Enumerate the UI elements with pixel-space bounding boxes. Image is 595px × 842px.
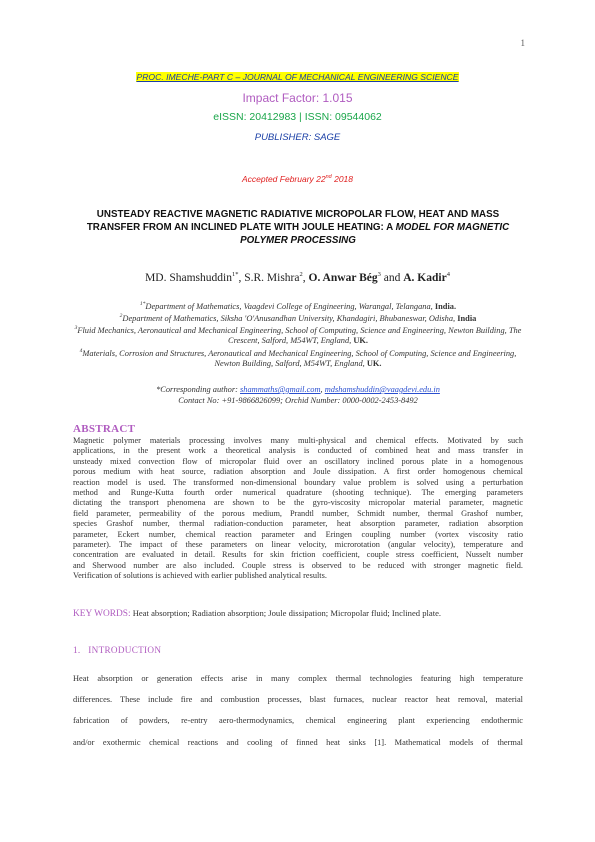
accepted-sup: nd xyxy=(325,174,332,181)
affiliation-sup: 1* xyxy=(139,301,146,307)
introduction-line: fabrication of powders, re-entry aero-thermodynamics, chemical engineering plant experiencing endothermic xyxy=(73,716,523,726)
title-plain: UNSTEADY REACTIVE MAGNETIC RADIATIVE MICROPOLAR FLOW, HEAT AND MASS TRANSFER FROM AN INCLINED PLATE WITH JOULE HEATING: A xyxy=(86,209,500,233)
abstract-line: field parameter, permeability of the porous medium, Prandtl number, Schmidt number, thermal Grashof number, xyxy=(73,508,523,518)
abstract-line: and Sherwood number are also included. Couple stress is observed to be reduced with stronger magnetic field. xyxy=(73,560,523,570)
title-italic: MODEL FOR MAGNETIC POLYMER PROCESSING xyxy=(240,222,510,246)
abstract-line: parameter). The impact of these parameters on linear velocity, microrotation (angular velocity), temperature and xyxy=(73,540,523,550)
abstract-line: applications, in the present work a theoretical analysis is conducted of combined heat and mass transfer in xyxy=(73,446,523,456)
affiliation-sup: 2 xyxy=(119,313,123,319)
affiliation-text: Fluid Mechanics, Aeronautical and Mechanical Engineering, School of Computing, Science and Engineering, Newton Building, The Crescent, Salford, M54WT, England, xyxy=(77,325,522,346)
abstract-line: Verification of solutions is achieved with earlier published analytical results. xyxy=(73,571,327,581)
keywords-text: Heat absorption; Radiation absorption; Joule dissipation; Micropolar fluid; Inclined plate. xyxy=(130,608,442,618)
author-separator: , xyxy=(238,271,245,284)
accepted-prefix: Accepted February 22 xyxy=(241,174,326,184)
corresponding-email-line xyxy=(68,385,528,396)
accepted-date xyxy=(0,174,595,184)
affiliation-country: UK. xyxy=(353,336,368,346)
journal-name xyxy=(0,72,595,82)
affiliation-sup: 4 xyxy=(79,348,83,354)
introduction-line: differences. These include fire and combustion processes, blast furnaces, nuclear reactor heat removal, material xyxy=(73,695,523,705)
abstract-line: dictating the transport phenomena are shown to be the gyro-viscosity micropolar material parameter, magnetic xyxy=(73,498,523,508)
keywords-label: KEY WORDS: xyxy=(73,609,131,619)
author-name: O. Anwar Bég xyxy=(308,271,378,284)
author-list xyxy=(0,271,595,284)
abstract-line: species Grashof number, thermal radiation-conduction parameter, heat absorption parameter, radiation absorption xyxy=(73,519,523,529)
affiliation-4 xyxy=(68,346,528,370)
affiliation-text: Department of Mathematics, Siksha 'O'Anusandhan University, Khandagiri, Bhubaneswar, Odisha, xyxy=(122,313,458,323)
page-number: 1 xyxy=(520,38,525,48)
author-separator: , xyxy=(302,271,309,284)
email-link-1[interactable]: shammaths@gmail.com xyxy=(240,385,321,394)
author-sup: 4 xyxy=(446,271,450,278)
email-separator: , xyxy=(320,385,325,394)
affiliation-country: India xyxy=(457,313,477,323)
affiliation-country: UK. xyxy=(366,359,382,369)
author-name: A. Kadir xyxy=(403,271,447,284)
contact-line: Contact No: +91-9866826099; Orchid Number: 0000-0002-2453-8492 xyxy=(178,395,418,405)
affiliation-text: Materials, Corrosion and Structures, Aeronautical and Mechanical Engineering, School of Computing, Science and Engineering, Newton Building, Salford, M54WT, England, xyxy=(82,348,517,369)
publisher: PUBLISHER: SAGE xyxy=(254,132,341,143)
abstract-line: concentration are evaluated in detail. Results for skin friction coefficient, couple stress coefficient, Nusselt number xyxy=(73,550,523,560)
email-link-2[interactable]: mdshamshuddin@vaagdevi.edu.in xyxy=(324,385,440,394)
corresponding-author xyxy=(68,385,528,406)
impact-factor xyxy=(0,91,595,105)
author-separator: and xyxy=(380,271,404,284)
keywords xyxy=(73,608,523,619)
abstract-line: unsteady mixed convection flow of micropolar fluid over an oscillatory inclined porous plate in a homogenous xyxy=(73,456,523,466)
introduction-heading: 1. INTRODUCTION xyxy=(73,645,162,655)
issn-line: eISSN: 20412983 | ISSN: 09544062 xyxy=(213,111,382,123)
affiliation-text: Department of Mathematics, Vaagdevi College of Engineering, Warangal, Telangana, xyxy=(145,301,435,311)
abstract-line: Magnetic polymer materials processing involves many multi-physical and chemical effects. Motivated by such xyxy=(73,436,523,445)
abstract-line: parameter, Eckert number, chemical reaction parameter and Eringen coupling number (vortex viscosity ratio xyxy=(73,529,523,539)
author-name: MD. Shamshuddin xyxy=(145,271,232,284)
abstract-line: reaction model is used. The transformed non-dimensional boundary value problem is solved using a perturbation xyxy=(73,477,523,487)
introduction-line: Heat absorption or generation effects arise in many complex thermal technologies featuring high temperature xyxy=(73,674,523,683)
accepted-suffix: 2018 xyxy=(331,174,354,184)
author-3 xyxy=(309,272,381,284)
author-sup: 3 xyxy=(377,271,381,278)
paper-title xyxy=(78,208,518,247)
journal-name-text: PROC. IMECHE-PART C – JOURNAL OF MECHANICAL ENGINEERING SCIENCE xyxy=(136,72,459,82)
corresponding-label: *Corresponding author: xyxy=(156,385,241,394)
author-1 xyxy=(145,272,238,284)
impact-factor-label: Impact Factor xyxy=(242,91,316,105)
author-name: S.R. Mishra xyxy=(244,271,300,284)
abstract-body xyxy=(73,436,523,582)
abstract-line: porous medium with heat source, radiation absorption and Joule dissipation. A first order homogenous chemical xyxy=(73,467,523,477)
introduction-line: and/or exothermic chemical reactions and cooling of finned heat sinks [1]. Mathematical models of thermal xyxy=(73,737,523,747)
author-4 xyxy=(403,272,450,284)
affiliation-country: India. xyxy=(434,301,457,311)
introduction-body xyxy=(73,668,523,753)
affiliation-sup: 3 xyxy=(74,325,78,331)
author-sup: 1* xyxy=(231,271,239,278)
abstract-heading: ABSTRACT xyxy=(73,423,136,435)
affiliation-3 xyxy=(68,323,528,347)
author-sup: 2 xyxy=(299,271,303,278)
abstract-line: method and Runge-Kutta fourth order numerical quadrature (shooting technique). The emerging parameters xyxy=(73,488,523,498)
impact-factor-value: : 1.015 xyxy=(315,91,353,105)
author-2 xyxy=(244,272,303,284)
